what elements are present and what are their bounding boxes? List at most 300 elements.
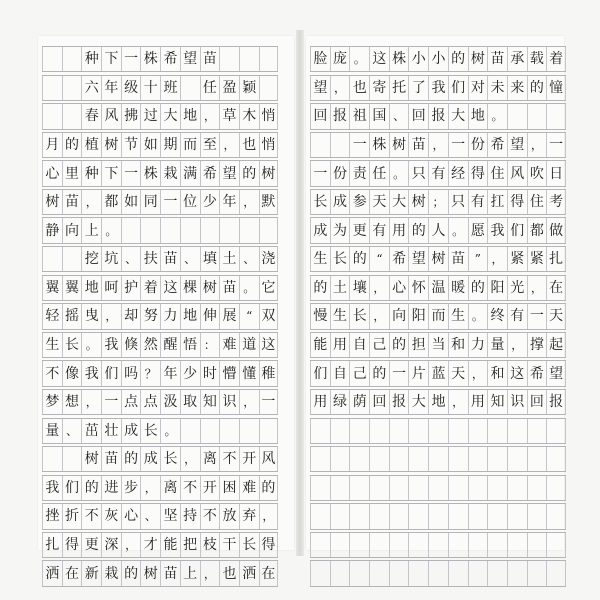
grid-cell <box>507 476 527 500</box>
grid-cell: 树 <box>140 561 160 585</box>
grid-cell: 地 <box>468 104 488 128</box>
grid-cell: 树 <box>389 133 409 157</box>
right-page-grid <box>310 46 566 589</box>
grid-cell <box>42 47 62 71</box>
grid-cell: 。 <box>349 47 369 71</box>
grid-cell: 月 <box>42 133 62 157</box>
grid-cell: 的 <box>62 133 82 157</box>
grid-cell: 经 <box>448 161 468 185</box>
grid-cell <box>62 447 82 471</box>
grid-cell: 们 <box>101 361 121 385</box>
grid-cell: 放 <box>219 504 239 528</box>
grid-cell: 棵 <box>180 276 200 300</box>
grid-cell: 株 <box>389 47 409 71</box>
grid-cell <box>546 447 566 471</box>
grid-cell <box>349 447 369 471</box>
grid-cell: 、 <box>180 247 200 271</box>
grid-cell: 树 <box>259 161 279 185</box>
text-line <box>310 503 566 529</box>
grid-cell <box>62 76 82 100</box>
grid-cell: 曳 <box>81 304 101 328</box>
grid-cell <box>349 504 369 528</box>
grid-cell: 生 <box>42 333 62 357</box>
grid-cell: 呵 <box>101 276 121 300</box>
grid-cell: 然 <box>140 333 160 357</box>
grid-cell <box>310 447 330 471</box>
grid-cell: 不 <box>200 504 220 528</box>
text-line <box>42 75 278 101</box>
grid-cell <box>408 504 428 528</box>
grid-cell: 紧 <box>507 247 527 271</box>
grid-cell: 点 <box>140 390 160 414</box>
grid-cell: 伸 <box>200 304 220 328</box>
grid-cell: 填 <box>200 247 220 271</box>
grid-cell: 护 <box>121 276 141 300</box>
grid-cell <box>487 561 507 585</box>
grid-cell: 却 <box>121 304 141 328</box>
grid-cell: 株 <box>140 47 160 71</box>
text-line <box>310 189 566 215</box>
grid-cell: 大 <box>389 190 409 214</box>
grid-cell: 着 <box>546 47 566 71</box>
grid-cell: 折 <box>62 504 82 528</box>
grid-cell: 风 <box>507 161 527 185</box>
grid-cell <box>310 133 330 157</box>
grid-cell: 扶 <box>140 247 160 271</box>
grid-cell: 望 <box>408 247 428 271</box>
grid-cell: 有 <box>507 304 527 328</box>
grid-cell: 同 <box>140 190 160 214</box>
grid-cell <box>121 218 141 242</box>
grid-cell: 翼 <box>62 276 82 300</box>
grid-cell <box>527 447 547 471</box>
grid-cell: 、 <box>389 104 409 128</box>
grid-cell: 一 <box>160 190 180 214</box>
grid-cell: 参 <box>349 190 369 214</box>
grid-cell <box>42 76 62 100</box>
grid-cell <box>546 104 566 128</box>
grid-cell: 望 <box>219 161 239 185</box>
text-line <box>42 103 278 129</box>
grid-cell: 位 <box>180 190 200 214</box>
grid-cell <box>448 533 468 557</box>
grid-cell: 能 <box>160 533 180 557</box>
grid-cell: 阳 <box>408 304 428 328</box>
grid-cell: 干 <box>219 533 239 557</box>
grid-cell: 担 <box>408 333 428 357</box>
grid-cell: 当 <box>428 333 448 357</box>
grid-cell: 望 <box>546 361 566 385</box>
grid-cell: 祖 <box>349 104 369 128</box>
grid-cell: 而 <box>428 304 448 328</box>
grid-cell: 向 <box>389 304 409 328</box>
text-line <box>310 532 566 558</box>
grid-cell: 下 <box>101 161 121 185</box>
grid-cell: 心 <box>42 161 62 185</box>
grid-cell: 十 <box>140 76 160 100</box>
grid-cell: 用 <box>330 333 350 357</box>
grid-cell: 未 <box>487 76 507 100</box>
grid-cell: 天 <box>369 190 389 214</box>
grid-cell: 在 <box>546 276 566 300</box>
grid-cell: 上 <box>180 561 200 585</box>
right-page <box>306 36 564 550</box>
grid-cell <box>330 133 350 157</box>
grid-cell: 大 <box>448 104 468 128</box>
grid-cell: 枝 <box>200 533 220 557</box>
grid-cell <box>42 447 62 471</box>
grid-cell <box>507 447 527 471</box>
grid-cell <box>448 447 468 471</box>
grid-cell: ， <box>180 447 200 471</box>
grid-cell: 怀 <box>408 276 428 300</box>
text-line <box>42 132 278 158</box>
grid-cell: 长 <box>140 419 160 443</box>
grid-cell <box>487 504 507 528</box>
text-line <box>42 332 278 358</box>
grid-cell <box>408 419 428 443</box>
text-line <box>42 475 278 501</box>
grid-cell: 用 <box>310 390 330 414</box>
grid-cell <box>369 533 389 557</box>
grid-cell: 片 <box>408 361 428 385</box>
grid-cell: 一 <box>310 161 330 185</box>
grid-cell: 小 <box>428 47 448 71</box>
grid-cell: 春 <box>81 104 101 128</box>
grid-cell: 难 <box>219 333 239 357</box>
grid-cell: 向 <box>62 218 82 242</box>
grid-cell: 点 <box>121 390 141 414</box>
grid-cell: 像 <box>62 361 82 385</box>
grid-cell <box>180 419 200 443</box>
grid-cell: 识 <box>507 390 527 414</box>
grid-cell: 考 <box>546 190 566 214</box>
grid-cell: 地 <box>428 390 448 414</box>
grid-cell <box>507 533 527 557</box>
grid-cell: 希 <box>200 161 220 185</box>
text-line <box>42 217 278 243</box>
grid-cell <box>487 447 507 471</box>
grid-cell: 持 <box>180 504 200 528</box>
grid-cell: “ <box>369 247 389 271</box>
grid-cell <box>468 504 488 528</box>
grid-cell: 上 <box>81 218 101 242</box>
grid-cell <box>389 447 409 471</box>
grid-cell: 节 <box>121 133 141 157</box>
grid-cell: 醒 <box>160 333 180 357</box>
grid-cell: 离 <box>160 476 180 500</box>
grid-cell: 长 <box>160 447 180 471</box>
grid-cell: 开 <box>239 447 259 471</box>
grid-cell: 我 <box>487 218 507 242</box>
grid-cell <box>507 561 527 585</box>
grid-cell: 终 <box>487 304 507 328</box>
grid-cell: ， <box>527 133 547 157</box>
grid-cell: 一 <box>546 133 566 157</box>
grid-cell: ， <box>507 333 527 357</box>
grid-cell: 吹 <box>527 161 547 185</box>
grid-cell <box>527 533 547 557</box>
grid-cell: 六 <box>81 76 101 100</box>
grid-cell: ， <box>369 304 389 328</box>
grid-cell: ， <box>468 361 488 385</box>
text-line <box>310 246 566 272</box>
grid-cell <box>428 447 448 471</box>
grid-cell <box>160 218 180 242</box>
grid-cell: 深 <box>101 533 121 557</box>
grid-cell: ， <box>121 533 141 557</box>
text-line <box>310 103 566 129</box>
grid-cell: 希 <box>389 247 409 271</box>
grid-cell <box>408 476 428 500</box>
grid-cell <box>369 447 389 471</box>
grid-cell: 苗 <box>408 133 428 157</box>
grid-cell: 成 <box>121 419 141 443</box>
grid-cell: 己 <box>369 333 389 357</box>
grid-cell <box>389 561 409 585</box>
grid-cell: ， <box>239 190 259 214</box>
text-line <box>310 360 566 386</box>
grid-cell <box>349 476 369 500</box>
grid-cell: 量 <box>487 333 507 357</box>
grid-cell: 份 <box>330 161 350 185</box>
grid-cell: 颖 <box>239 76 259 100</box>
grid-cell: 责 <box>349 161 369 185</box>
grid-cell: 而 <box>180 133 200 157</box>
grid-cell <box>310 419 330 443</box>
grid-cell: 少 <box>180 361 200 385</box>
grid-cell: 挫 <box>42 504 62 528</box>
grid-cell <box>487 476 507 500</box>
grid-cell: 回 <box>408 104 428 128</box>
grid-cell <box>369 419 389 443</box>
grid-cell: 成 <box>140 447 160 471</box>
grid-cell: 和 <box>487 361 507 385</box>
text-line <box>310 446 566 472</box>
grid-cell: 双 <box>259 304 279 328</box>
grid-cell <box>448 504 468 528</box>
grid-cell: 坑 <box>101 247 121 271</box>
grid-cell: 想 <box>62 390 82 414</box>
grid-cell: 阳 <box>487 276 507 300</box>
grid-cell: ， <box>81 190 101 214</box>
grid-cell: ， <box>200 561 220 585</box>
grid-cell: 这 <box>507 361 527 385</box>
grid-cell: 来 <box>507 76 527 100</box>
grid-cell: 展 <box>219 304 239 328</box>
grid-cell <box>349 561 369 585</box>
grid-cell: 才 <box>140 533 160 557</box>
grid-cell: 也 <box>349 76 369 100</box>
grid-cell: 困 <box>219 476 239 500</box>
grid-cell: 生 <box>330 304 350 328</box>
grid-cell <box>389 419 409 443</box>
grid-cell: ； <box>428 190 448 214</box>
grid-cell: 紧 <box>527 247 547 271</box>
grid-cell: 报 <box>546 390 566 414</box>
grid-cell: 的 <box>349 247 369 271</box>
text-line <box>42 532 278 558</box>
grid-cell: 它 <box>259 276 279 300</box>
grid-cell <box>239 419 259 443</box>
grid-cell: 用 <box>389 218 409 242</box>
grid-cell <box>62 104 82 128</box>
grid-cell: 株 <box>140 161 160 185</box>
grid-cell: 不 <box>42 361 62 385</box>
grid-cell <box>200 218 220 242</box>
grid-cell: 也 <box>239 133 259 157</box>
grid-cell: 扎 <box>42 533 62 557</box>
grid-cell: ， <box>527 276 547 300</box>
grid-cell: 的 <box>239 161 259 185</box>
grid-cell: 浇 <box>259 247 279 271</box>
grid-cell: 坚 <box>160 504 180 528</box>
grid-cell: 自 <box>330 361 350 385</box>
grid-cell: 更 <box>349 218 369 242</box>
grid-cell: 。 <box>81 333 101 357</box>
grid-cell: 的 <box>527 76 547 100</box>
grid-cell: 我 <box>101 333 121 357</box>
grid-cell: 年 <box>219 190 239 214</box>
text-line <box>42 275 278 301</box>
grid-cell: 。 <box>239 276 259 300</box>
grid-cell <box>546 476 566 500</box>
grid-cell: 得 <box>259 533 279 557</box>
grid-cell: 住 <box>527 190 547 214</box>
grid-cell: 们 <box>62 476 82 500</box>
grid-cell <box>389 504 409 528</box>
grid-cell: 我 <box>81 361 101 385</box>
grid-cell <box>239 47 259 71</box>
grid-cell: 用 <box>468 390 488 414</box>
text-line <box>42 503 278 529</box>
grid-cell: 回 <box>369 390 389 414</box>
grid-cell: 寄 <box>369 76 389 100</box>
grid-cell: 知 <box>200 390 220 414</box>
grid-cell: 苗 <box>62 190 82 214</box>
text-line <box>42 418 278 444</box>
grid-cell: 。 <box>468 304 488 328</box>
grid-cell: 生 <box>448 304 468 328</box>
grid-cell: 有 <box>428 161 448 185</box>
grid-cell: 们 <box>310 361 330 385</box>
grid-cell: 都 <box>101 190 121 214</box>
grid-cell: 时 <box>200 361 220 385</box>
grid-cell: 报 <box>428 104 448 128</box>
grid-cell: 苗 <box>200 47 220 71</box>
grid-cell: 、 <box>62 419 82 443</box>
grid-cell: 回 <box>310 104 330 128</box>
grid-cell: 树 <box>408 190 428 214</box>
grid-cell: 载 <box>527 47 547 71</box>
grid-cell: 拂 <box>121 104 141 128</box>
grid-cell <box>408 561 428 585</box>
grid-cell <box>546 504 566 528</box>
grid-cell <box>546 561 566 585</box>
grid-cell: 土 <box>330 276 350 300</box>
grid-cell: 风 <box>101 104 121 128</box>
grid-cell: 吗 <box>121 361 141 385</box>
grid-cell: 有 <box>369 218 389 242</box>
grid-cell: 的 <box>369 361 389 385</box>
grid-cell: 。 <box>160 419 180 443</box>
grid-cell: 进 <box>101 476 121 500</box>
grid-cell: 摇 <box>62 304 82 328</box>
grid-cell <box>180 76 200 100</box>
text-line <box>310 132 566 158</box>
grid-cell <box>62 247 82 271</box>
grid-cell: ， <box>448 390 468 414</box>
grid-cell <box>546 419 566 443</box>
text-line <box>42 246 278 272</box>
grid-cell: 日 <box>546 161 566 185</box>
grid-cell: ， <box>259 504 279 528</box>
grid-cell: 任 <box>200 76 220 100</box>
grid-cell <box>219 419 239 443</box>
grid-cell <box>259 419 279 443</box>
grid-cell: 更 <box>81 533 101 557</box>
grid-cell: 在 <box>62 561 82 585</box>
grid-cell: 我 <box>428 76 448 100</box>
grid-cell <box>330 561 350 585</box>
text-line <box>42 560 278 586</box>
grid-cell: 苗 <box>101 447 121 471</box>
grid-cell: 庞 <box>330 47 350 71</box>
grid-cell: 如 <box>140 133 160 157</box>
grid-cell: 一 <box>121 161 141 185</box>
left-page <box>38 36 294 582</box>
grid-cell <box>310 476 330 500</box>
grid-cell: 了 <box>408 76 428 100</box>
grid-cell: 、 <box>140 504 160 528</box>
grid-cell: 。 <box>448 218 468 242</box>
grid-cell: 做 <box>546 218 566 242</box>
grid-cell: ， <box>487 247 507 271</box>
grid-cell <box>507 419 527 443</box>
grid-cell: 暖 <box>448 276 468 300</box>
grid-cell: 。 <box>487 104 507 128</box>
grid-cell: 年 <box>160 361 180 385</box>
grid-cell: 对 <box>468 76 488 100</box>
grid-cell: 望 <box>310 76 330 100</box>
grid-cell: 一 <box>101 390 121 414</box>
grid-cell: 树 <box>428 247 448 271</box>
grid-cell <box>428 476 448 500</box>
grid-cell: 悄 <box>259 104 279 128</box>
grid-cell: 弃 <box>239 504 259 528</box>
grid-cell: 土 <box>219 247 239 271</box>
grid-cell: 报 <box>330 104 350 128</box>
grid-cell: 不 <box>81 504 101 528</box>
grid-cell: 级 <box>121 76 141 100</box>
grid-cell <box>200 419 220 443</box>
grid-cell: 开 <box>200 476 220 500</box>
grid-cell: 撑 <box>527 333 547 357</box>
grid-cell <box>259 218 279 242</box>
grid-cell <box>507 104 527 128</box>
grid-cell: 知 <box>487 390 507 414</box>
grid-cell: 苗 <box>487 47 507 71</box>
grid-cell: 成 <box>330 190 350 214</box>
grid-cell <box>408 447 428 471</box>
grid-cell: 们 <box>507 218 527 242</box>
grid-cell <box>349 533 369 557</box>
grid-cell: ， <box>81 390 101 414</box>
grid-cell <box>408 533 428 557</box>
grid-cell: 我 <box>42 476 62 500</box>
grid-cell: 、 <box>239 247 259 271</box>
grid-cell: 光 <box>507 276 527 300</box>
